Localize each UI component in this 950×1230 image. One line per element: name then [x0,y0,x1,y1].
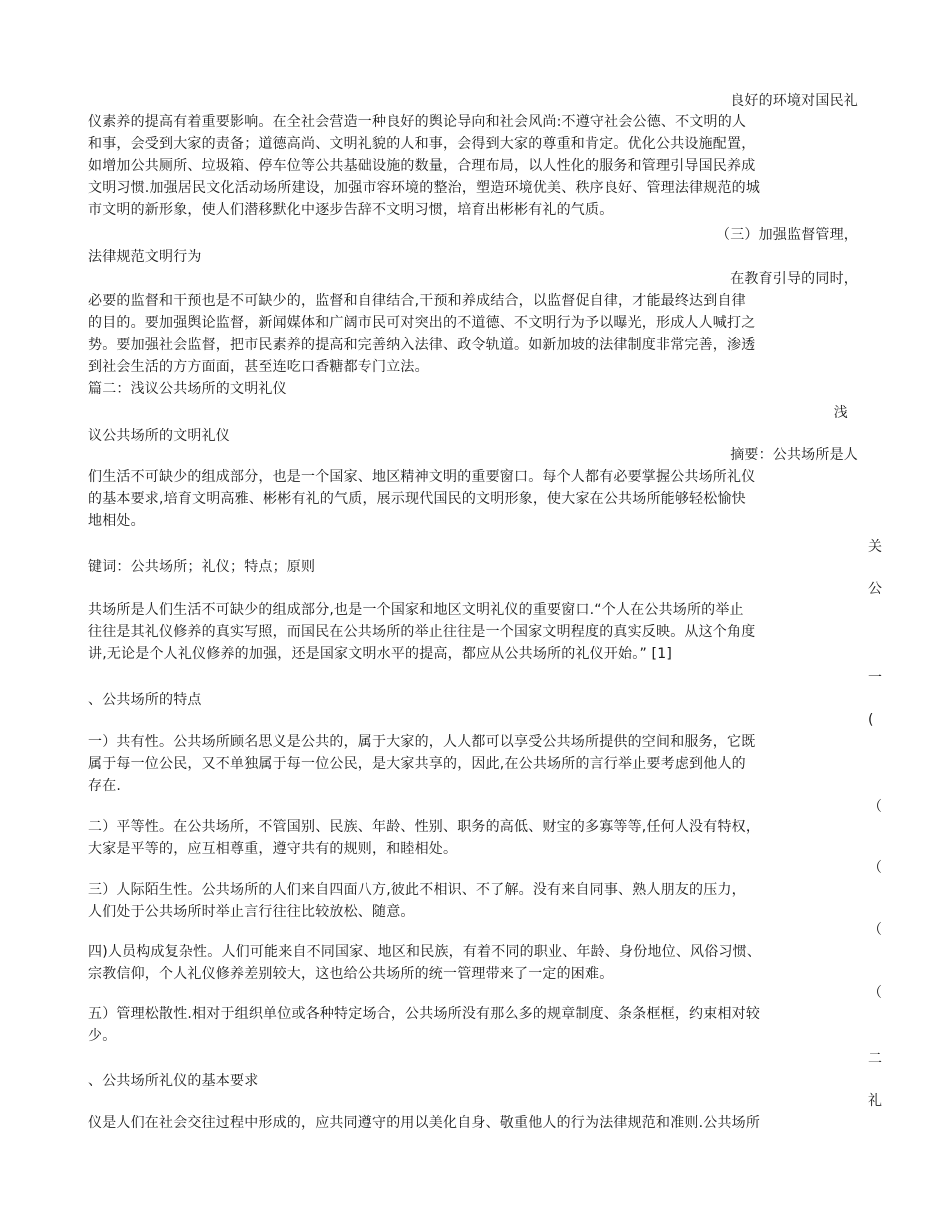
margin-char: （ [868,799,883,815]
margin-char: （ [868,860,883,876]
margin-char: 公 [868,581,883,597]
abstract-line: 们生活不可缺少的组成部分，也是一个国家、地区精神文明的重要窗口。每个人都有必要掌握公共场所礼仪 [88,469,756,485]
item-shared-line: 属于每一位公民，又不单独属于每一位公民，是大家共享的，因此,在公共场所的言行举止要考虑到他人的 [88,756,746,772]
article-title-start: 浅 [833,405,848,421]
paragraph-environment-line: 仪素养的提高有着重要影响。在全社会营造一种良好的舆论导向和社会风尚:不遵守社会公德、不文明的人 [88,114,747,130]
heading-supervision-cont: 法律规范文明行为 [88,249,202,265]
item-looseness-line: 少。 [88,1028,117,1044]
item-looseness-line: 五）管理松散性.相对于组织单位或各种特定场合，公共场所没有那么多的规章制度、条条框框，约束相对较 [88,1006,761,1022]
margin-char: （ [868,985,883,1001]
margin-char: 二 [868,1051,883,1067]
abstract-line: 地相处。 [88,513,145,529]
paragraph-environment-line: 市文明的新形象，使人们潜移默化中逐步告辞不文明习惯，培育出彬彬有礼的气质。 [88,202,614,218]
heading-supervision: （三）加强监督管理， [716,227,858,243]
margin-char: ( [868,712,874,728]
item-equality-line: 大家是平等的，应互相尊重，遵守共有的规则，和睦相处。 [88,841,458,857]
paragraph-supervision-line: 必要的监督和干预也是不可缺少的，监督和自律结合,干预和养成结合，以监督促自律，才能最终达到自律 [88,293,746,309]
margin-char: 礼 [868,1093,883,1109]
paragraph-environment-line: 文明习惯.加强居民文化活动场所建设，加强市容环境的整治，塑造环境优美、秩序良好、管理法律规范的城 [88,180,761,196]
item-strangers-line: 三）人际陌生性。公共场所的人们来自四面八方,彼此不相识、不了解。没有来自同事、熟人朋友的压力， [88,882,746,898]
margin-char: （ [868,922,883,938]
margin-char: 关 [868,539,883,555]
abstract-line: 的基本要求,培育文明高雅、彬彬有礼的气质，展示现代国民的文明形象，使大家在公共场所能够轻松愉快 [88,491,746,507]
paragraph-environment-line: 和事，会受到大家的责备；道德高尚、文明礼貌的人和事，会得到大家的尊重和肯定。优化公共设施配置， [88,136,756,152]
item-complexity-line: 宗教信仰，个人礼仪修养差别较大，这也给公共场所的统一管理带来了一定的困难。 [88,966,614,982]
paragraph-supervision-line: 在教育引导的同时， [730,271,858,287]
item-complexity-line: 四)人员构成复杂性。人们可能来自不同国家、地区和民族，有着不同的职业、年龄、身份地位、风俗习惯、 [88,944,762,960]
item-strangers-line: 人们处于公共场所时举止言行往往比较放松、随意。 [88,904,415,920]
part-two-heading: 篇二：浅议公共场所的文明礼仪 [88,381,287,397]
intro-line: 往往是其礼仪修养的真实写照，而国民在公共场所的举止往往是一个国家文明程度的真实反映。从这个角度 [88,624,756,640]
paragraph-environment-line: 如增加公共厕所、垃圾箱、停车位等公共基础设施的数量，合理布局，以人性化的服务和管理引导国民养成 [88,158,756,174]
article-title-cont: 议公共场所的文明礼仪 [88,428,230,444]
item-equality-line: 二）平等性。在公共场所，不管国别、民族、年龄、性别、职务的高低、财宝的多寡等等,任何人没有特权， [88,819,761,835]
keywords-line: 键词：公共场所；礼仪；特点；原则 [88,559,316,575]
section-two-heading: 、公共场所礼仪的基本要求 [88,1073,259,1089]
margin-char: 一 [868,670,883,686]
intro-line: 讲,无论是个人礼仪修养的加强，还是国家文明水平的提高，都应从公共场所的礼仪开始。” [1] [88,646,672,662]
item-shared-line: 一）共有性。公共场所顾名思义是公共的，属于大家的，人人都可以享受公共场所提供的空间和服务，它既 [88,734,756,750]
paragraph-supervision-line: 到社会生活的方方面面，甚至连吃口香糖都专门立法。 [88,359,429,375]
section-one-heading: 、公共场所的特点 [88,692,202,708]
item-shared-line: 存在. [88,778,122,794]
paragraph-supervision-line: 的目的。要加强舆论监督，新闻媒体和广阔市民可对突出的不道德、不文明行为予以曝光，形成人人喊打之 [88,315,756,331]
intro-line: 共场所是人们生活不可缺少的组成部分,也是一个国家和地区文明礼仪的重要窗口.“个人在公共场所的举止 [88,602,744,618]
requirements-line: 仪是人们在社会交往过程中形成的，应共同遵守的用以美化自身、敬重他人的行为法律规范和准则.公共场所 [88,1115,761,1131]
abstract-line: 摘要：公共场所是人 [730,447,858,463]
paragraph-supervision-line: 势。要加强社会监督，把市民素养的提高和完善纳入法律、政令轨道。如新加坡的法律制度非常完善，渗透 [88,337,756,353]
paragraph-environment-line: 良好的环境对国民礼 [730,93,858,109]
